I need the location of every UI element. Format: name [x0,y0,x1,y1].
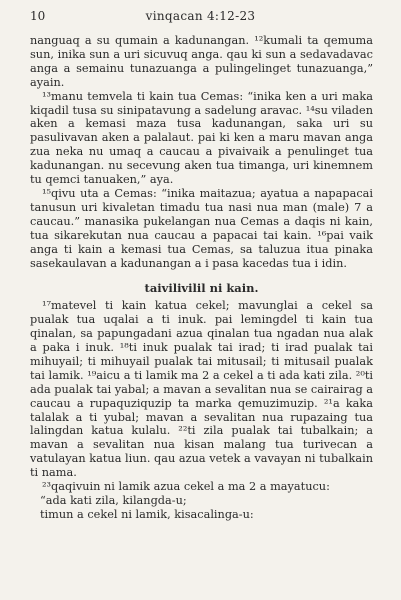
page-number: 10 [30,9,46,23]
poetry-block [30,494,373,522]
poetry-line: timun a cekel ni lamik, kisacalinga-u: [40,507,254,521]
running-head: vinqacan 4:12-23 [145,9,256,23]
paragraph: ¹³manu temvela ti kain tua Cemas: “inika ken a uri maka kiqadil tusa su sinipatavung a sadelung aravac. ¹⁴su viladen aken a kemasi maza tusa kadunangan, saka uri su pasulivavan aken a palalaut. pai ki ken a maru mavan anga zua neka nu umaq a caucau a pivaivaik a penulinget tua kadunangan. nu secevung aken tua timanga, uri kinemnem tu qemci tanuaken,” aya. [30,89,373,187]
section-heading: taivilivilil ni kain. [144,281,259,296]
paragraph: nanguaq a su qumain a kadunangan. ¹²kumali ta qemuma sun, inika sun a uri sicuvuq anga. qau ki sun a sedavadavac anga a semainu tunazuanga a pulingelinget tunazuanga,” ayain. [30,34,373,89]
body-text [30,34,373,522]
paragraph: ¹⁷matevel ti kain katua cekel; mavunglai a cekel sa pualak tua uqalai a ti inuk. pai lemingdel ti kain tua qinalan, sa papungadani azua qinalan tua ngadan nua alak a paka i inuk. ¹⁸ti inuk pualak tai irad; ti irad pualak tai mihuyail; ti mihuyail pualak tai mitusail; ti mitusail pualak tai lamik. ¹⁹aicu a ti lamik ma 2 a cekel a ti ada kati zila. ²⁰ti ada pualak tai yabal; a mavan a sevalitan nua se cairairag a caucau a rupaquziquzip ta marka qemuzimuzip. ²¹a kaka talalak a ti yubal; mavan a sevalitan nua rupazaing tua lalingdan katua kulalu. ²²ti zila pualak tai tubalkain; a mavan a sevalitan nua kisan malang tua turivecan a vatulayan katua liun. qau azua vetek a vavayan ni tubalkain ti nama. [30,299,374,480]
paragraph: ²³qaqivuin ni lamik azua cekel a ma 2 a mayatucu: [42,480,330,494]
poetry-line: “ada kati zila, kilangda-u; [40,494,187,507]
paragraph: ¹⁵qivu uta a Cemas: “inika maitazua; ayatua a napapacai tanusun uri kivaletan timadu tua nasi nua man (male) 7 a caucau.” manasika pukelangan nua Cemas a daqis ni kain, tua sikarekutan nua caucau a papacai tai kain. ¹⁶pai vaik anga ti kain a kemasi tua Cemas, sa taluzua itua pinaka sasekaulavan a kadunangan a i pasa kacedas tua i idin. [30,186,373,270]
page-header [30,9,371,25]
